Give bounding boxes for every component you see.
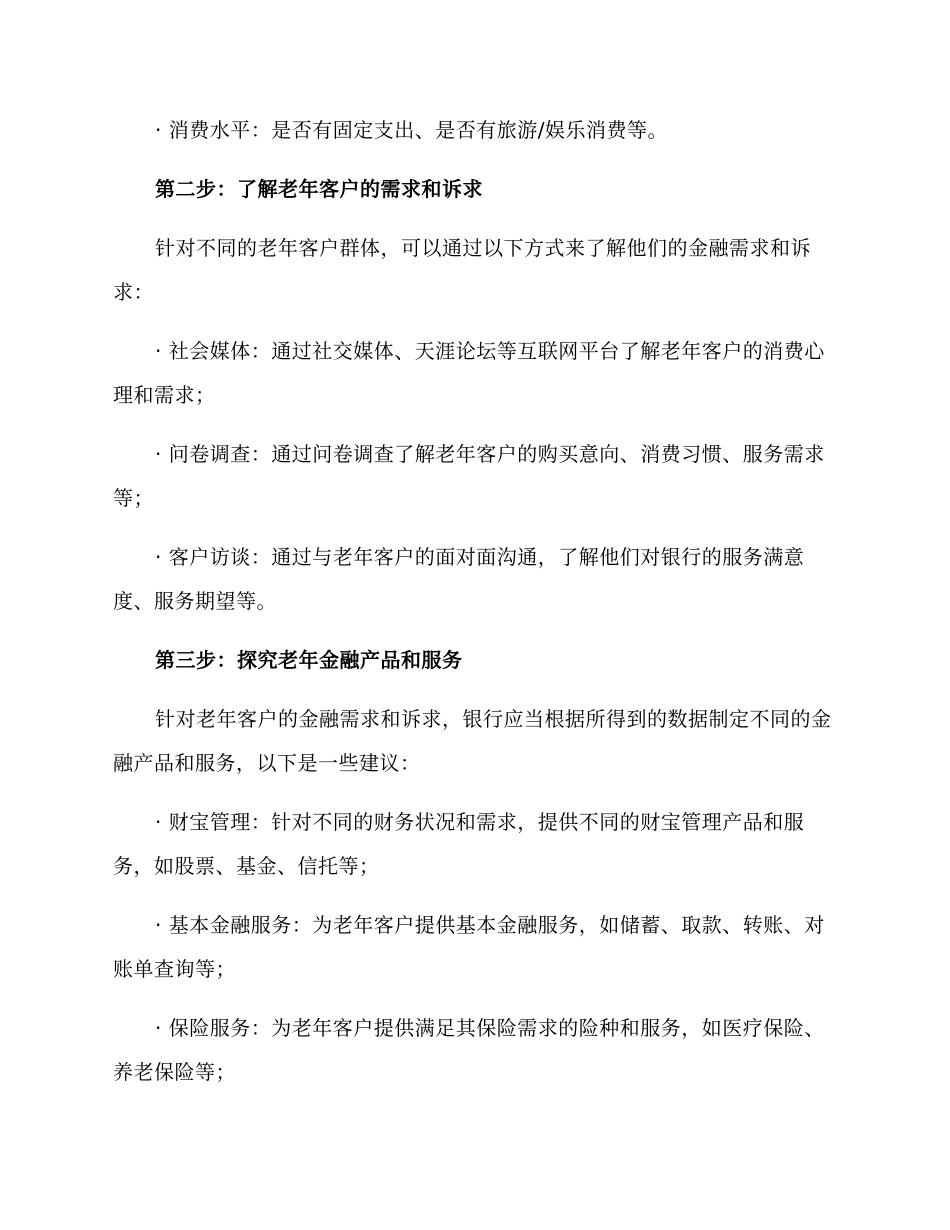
paragraph-consumption-level: · 消费水平：是否有固定支出、是否有旅游/娱乐消费等。 — [155, 118, 668, 142]
paragraph-questionnaire: · 问卷调查：通过问卷调查了解老年客户的购买意向、消费习惯、服务需求等； — [113, 442, 825, 510]
heading-step-three: 第三步：探究老年金融产品和服务 — [155, 648, 463, 672]
paragraph-insurance-services: · 保险服务：为老年客户提供满足其保险需求的险种和服务，如医疗保险、养老保险等； — [113, 1016, 825, 1084]
heading-step-two: 第二步：了解老年客户的需求和诉求 — [155, 177, 483, 201]
paragraph-step-two-intro: 针对不同的老年客户群体，可以通过以下方式来了解他们的金融需求和诉求： — [113, 236, 811, 304]
document-body — [113, 108, 833, 1109]
paragraph-step-three-intro: 针对老年客户的金融需求和诉求，银行应当根据所得到的数据制定不同的金融产品和服务，以下是一些建议： — [113, 707, 832, 775]
paragraph-wealth-management: · 财宝管理：针对不同的财务状况和需求，提供不同的财宝管理产品和服务，如股票、基金、信托等； — [113, 810, 805, 878]
paragraph-customer-interview: · 客户访谈：通过与老年客户的面对面沟通，了解他们对银行的服务满意度、服务期望等。 — [113, 545, 805, 613]
paragraph-basic-financial-services: · 基本金融服务：为老年客户提供基本金融服务，如储蓄、取款、转账、对账单查询等； — [113, 913, 825, 981]
paragraph-social-media: · 社会媒体：通过社交媒体、天涯论坛等互联网平台了解老年客户的消费心理和需求； — [113, 339, 825, 407]
